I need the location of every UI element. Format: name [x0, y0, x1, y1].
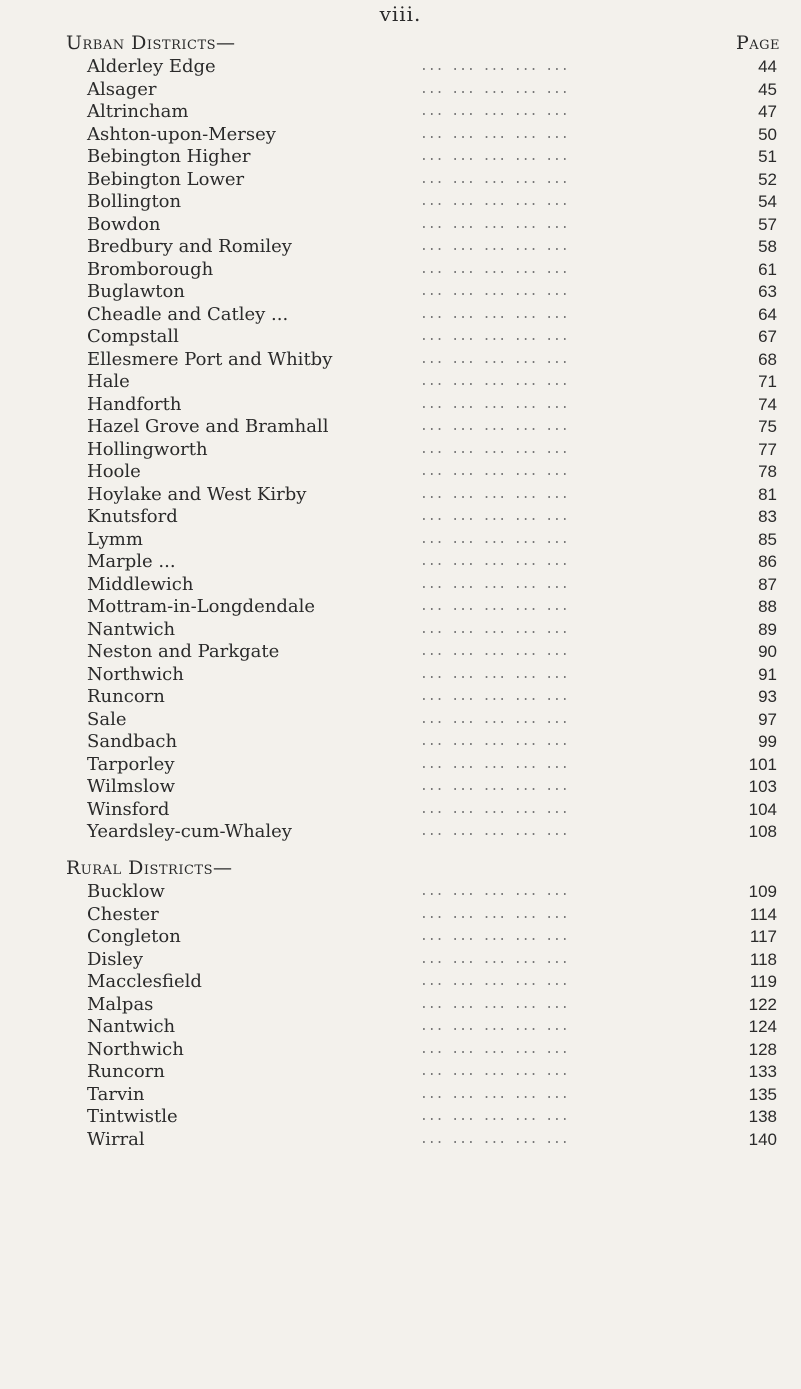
- index-entry: [0, 529, 801, 552]
- index-entry: [0, 881, 801, 904]
- entry-page-number: 44: [758, 57, 777, 76]
- entry-page-number: 67: [758, 327, 777, 346]
- entry-page-number: 86: [758, 552, 777, 571]
- entry-name: Handforth: [87, 393, 182, 415]
- entry-name: Tarvin: [87, 1083, 145, 1105]
- entry-page-number: 50: [758, 124, 777, 144]
- index-entry: [0, 1084, 801, 1107]
- index-entry: [0, 551, 801, 574]
- entry-page-number: 71: [758, 372, 777, 391]
- leader-dots: ... ... ... ... ...: [420, 216, 569, 232]
- index-entry: [0, 371, 801, 394]
- entry-name: Middlewich: [87, 573, 194, 595]
- entry-name: Macclesfield: [87, 971, 202, 992]
- entry-name: Bromborough: [87, 258, 214, 280]
- entry-page-number: 63: [758, 282, 777, 301]
- entry-name: Nantwich: [87, 618, 176, 640]
- leader-dots: ... ... ... ... ...: [420, 419, 569, 434]
- entry-name: Runcorn: [87, 686, 165, 707]
- index-entry: [0, 664, 801, 687]
- entry-page-number: 133: [748, 1062, 777, 1081]
- leader-dots: ... ... ... ... ...: [420, 284, 569, 299]
- leader-dots: ... ... ... ... ...: [420, 464, 569, 479]
- leader-dots: ... ... ... ... ...: [420, 666, 569, 682]
- entry-name: Hoylake and West Kirby: [87, 483, 307, 505]
- leader-dots: ... ... ... ... ...: [420, 59, 569, 74]
- entry-name: Congleton: [87, 926, 181, 947]
- leader-dots: ... ... ... ... ...: [420, 194, 569, 209]
- entry-page-number: 104: [748, 799, 777, 819]
- leader-dots: ... ... ... ... ...: [420, 351, 569, 367]
- entry-name: Wirral: [87, 1128, 145, 1150]
- entry-name: Disley: [87, 948, 144, 970]
- leader-dots: ... ... ... ... ...: [420, 756, 569, 772]
- entry-name: Knutsford: [87, 506, 178, 527]
- index-entry: [0, 304, 801, 327]
- leader-dots: ... ... ... ... ...: [420, 996, 569, 1012]
- index-entry: [0, 416, 801, 439]
- page-folio: viii.: [379, 2, 422, 26]
- index-entry: [0, 259, 801, 282]
- entry-page-number: 91: [758, 664, 777, 684]
- index-entry: [0, 439, 801, 462]
- leader-dots: ... ... ... ... ...: [420, 104, 569, 119]
- index-entry: [0, 484, 801, 507]
- entry-name: Sale: [87, 708, 127, 730]
- index-entry: [0, 799, 801, 822]
- index-entry: [0, 1129, 801, 1152]
- leader-dots: ... ... ... ... ...: [420, 576, 569, 592]
- entry-name: Buglawton: [87, 281, 185, 302]
- leader-dots: ... ... ... ... ...: [420, 1086, 569, 1102]
- index-entry: [0, 236, 801, 259]
- index-entry: [0, 169, 801, 192]
- index-entry: [0, 686, 801, 709]
- entry-page-number: 114: [749, 904, 777, 924]
- leader-dots: ... ... ... ... ...: [420, 171, 569, 187]
- entry-name: Hale: [87, 371, 130, 392]
- index-entry: [0, 926, 801, 949]
- index-entry: [0, 1061, 801, 1084]
- leader-dots: ... ... ... ... ...: [420, 441, 569, 457]
- index-entry: [0, 281, 801, 304]
- index-entry: [0, 349, 801, 372]
- entry-page-number: 64: [758, 304, 777, 324]
- leader-dots: ... ... ... ... ...: [420, 261, 569, 277]
- entry-name: Compstall: [87, 326, 179, 347]
- leader-dots: ... ... ... ... ...: [420, 689, 569, 704]
- entry-name: Alderley Edge: [87, 56, 216, 77]
- index-entry: [0, 994, 801, 1017]
- entry-page-number: 103: [748, 777, 777, 796]
- entry-name: Tarporley: [87, 753, 175, 775]
- entry-name: Runcorn: [87, 1061, 165, 1082]
- entry-name: Tintwistle: [87, 1106, 178, 1127]
- entry-page-number: 109: [748, 882, 777, 901]
- index-entry: [0, 971, 801, 994]
- urban-districts-list: [0, 56, 801, 844]
- entry-page-number: 124: [748, 1017, 777, 1036]
- entry-page-number: 99: [758, 732, 777, 751]
- index-entry: [0, 1106, 801, 1129]
- index-entry: [0, 754, 801, 777]
- leader-dots: ... ... ... ... ...: [420, 599, 569, 614]
- index-entry: [0, 596, 801, 619]
- entry-page-number: 87: [758, 574, 777, 594]
- leader-dots: ... ... ... ... ...: [420, 149, 569, 164]
- leader-dots: ... ... ... ... ...: [420, 239, 569, 254]
- entry-page-number: 140: [748, 1129, 777, 1149]
- index-entry: [0, 821, 801, 844]
- entry-page-number: 45: [758, 79, 777, 99]
- rural-districts-heading: Rural Districts—: [66, 857, 233, 879]
- leader-dots: ... ... ... ... ...: [420, 801, 569, 817]
- entry-name: Wilmslow: [87, 776, 176, 797]
- entry-page-number: 77: [758, 439, 777, 459]
- entry-name: Bredbury and Romiley: [87, 236, 292, 257]
- entry-name: Hoole: [87, 461, 141, 482]
- entry-page-number: 101: [748, 754, 777, 774]
- urban-districts-heading: Urban Districts—: [66, 32, 236, 54]
- leader-dots: ... ... ... ... ...: [420, 974, 569, 989]
- leader-dots: ... ... ... ... ...: [420, 1131, 569, 1147]
- leader-dots: ... ... ... ... ...: [420, 644, 569, 659]
- index-entry: [0, 214, 801, 237]
- index-entry: [0, 904, 801, 927]
- entry-page-number: 117: [749, 927, 777, 946]
- entry-page-number: 47: [758, 102, 777, 121]
- entry-page-number: 135: [748, 1084, 777, 1104]
- index-entry: [0, 191, 801, 214]
- entry-name: Ashton-upon-Mersey: [87, 123, 276, 145]
- entry-name: Lymm: [87, 528, 143, 550]
- entry-name: Bucklow: [87, 881, 165, 902]
- index-entry: [0, 56, 801, 79]
- index-entry: [0, 574, 801, 597]
- entry-page-number: 122: [748, 994, 777, 1014]
- entry-page-number: 85: [758, 529, 777, 549]
- leader-dots: ... ... ... ... ...: [420, 1109, 569, 1124]
- entry-name: Bowdon: [87, 213, 161, 235]
- entry-page-number: 68: [758, 349, 777, 369]
- entry-name: Ellesmere Port and Whitby: [87, 348, 333, 370]
- index-entry: [0, 124, 801, 147]
- entry-name: Bebington Lower: [87, 168, 245, 190]
- index-entry: [0, 461, 801, 484]
- entry-page-number: 97: [758, 709, 777, 729]
- entry-name: Winsford: [87, 798, 170, 820]
- leader-dots: ... ... ... ... ...: [420, 779, 569, 794]
- leader-dots: ... ... ... ... ...: [420, 374, 569, 389]
- index-entry: [0, 1039, 801, 1062]
- entry-name: Bebington Higher: [87, 146, 251, 167]
- leader-dots: ... ... ... ... ...: [420, 81, 569, 97]
- entry-name: Chester: [87, 903, 159, 925]
- index-entry: [0, 709, 801, 732]
- entry-page-number: 81: [758, 484, 777, 504]
- entry-page-number: 88: [758, 597, 777, 616]
- index-entry: [0, 776, 801, 799]
- entry-name: Alsager: [87, 78, 157, 100]
- entry-page-number: 108: [748, 822, 777, 841]
- entry-page-number: 138: [748, 1107, 777, 1126]
- leader-dots: ... ... ... ... ...: [420, 906, 569, 922]
- entry-name: Northwich: [87, 663, 184, 685]
- entry-name: Northwich: [87, 1038, 184, 1060]
- entry-page-number: 118: [749, 949, 777, 969]
- entry-page-number: 83: [758, 507, 777, 526]
- entry-name: Hazel Grove and Bramhall: [87, 416, 329, 437]
- leader-dots: ... ... ... ... ...: [420, 306, 569, 322]
- entry-page-number: 58: [758, 237, 777, 256]
- entry-page-number: 51: [758, 147, 777, 166]
- entry-page-number: 54: [758, 192, 777, 211]
- entry-name: Altrincham: [87, 101, 189, 122]
- leader-dots: ... ... ... ... ...: [420, 126, 569, 142]
- entry-name: Mottram-in-Longdendale: [87, 596, 315, 617]
- entry-name: Malpas: [87, 993, 154, 1015]
- entry-page-number: 78: [758, 462, 777, 481]
- leader-dots: ... ... ... ... ...: [420, 734, 569, 749]
- index-entry: [0, 506, 801, 529]
- leader-dots: ... ... ... ... ...: [420, 1064, 569, 1079]
- index-entry: [0, 1016, 801, 1039]
- entry-name: Hollingworth: [87, 438, 208, 460]
- entry-name: Neston and Parkgate: [87, 641, 280, 662]
- leader-dots: ... ... ... ... ...: [420, 824, 569, 839]
- entry-page-number: 90: [758, 642, 777, 661]
- leader-dots: ... ... ... ... ...: [420, 621, 569, 637]
- page-column-heading: Page: [735, 32, 780, 54]
- leader-dots: ... ... ... ... ...: [420, 1041, 569, 1057]
- leader-dots: ... ... ... ... ...: [420, 884, 569, 899]
- index-entry: [0, 146, 801, 169]
- leader-dots: ... ... ... ... ...: [420, 554, 569, 569]
- leader-dots: ... ... ... ... ...: [420, 531, 569, 547]
- leader-dots: ... ... ... ... ...: [420, 329, 569, 344]
- leader-dots: ... ... ... ... ...: [420, 509, 569, 524]
- entry-name: Yeardsley-cum-Whaley: [87, 821, 292, 842]
- entry-page-number: 52: [758, 169, 777, 189]
- leader-dots: ... ... ... ... ...: [420, 1019, 569, 1034]
- index-entry: [0, 731, 801, 754]
- index-entry: [0, 101, 801, 124]
- index-entry: [0, 949, 801, 972]
- entry-name: Bollington: [87, 191, 182, 212]
- leader-dots: ... ... ... ... ...: [420, 486, 569, 502]
- leader-dots: ... ... ... ... ...: [420, 929, 569, 944]
- leader-dots: ... ... ... ... ...: [420, 951, 569, 967]
- entry-page-number: 119: [749, 972, 777, 991]
- index-entry: [0, 326, 801, 349]
- entry-page-number: 74: [758, 394, 777, 414]
- index-entry: [0, 79, 801, 102]
- entry-page-number: 61: [758, 259, 777, 279]
- entry-name: Marple ...: [87, 551, 176, 572]
- leader-dots: ... ... ... ... ...: [420, 396, 569, 412]
- rural-districts-list: [0, 881, 801, 1151]
- entry-name: Cheadle and Catley ...: [87, 303, 289, 325]
- index-entry: [0, 641, 801, 664]
- entry-page-number: 93: [758, 687, 777, 706]
- entry-page-number: 128: [748, 1039, 777, 1059]
- index-entry: [0, 394, 801, 417]
- entry-page-number: 75: [758, 417, 777, 436]
- leader-dots: ... ... ... ... ...: [420, 711, 569, 727]
- index-entry: [0, 619, 801, 642]
- entry-page-number: 89: [758, 619, 777, 639]
- entry-name: Sandbach: [87, 731, 178, 752]
- entry-name: Nantwich: [87, 1016, 176, 1037]
- entry-page-number: 57: [758, 214, 777, 234]
